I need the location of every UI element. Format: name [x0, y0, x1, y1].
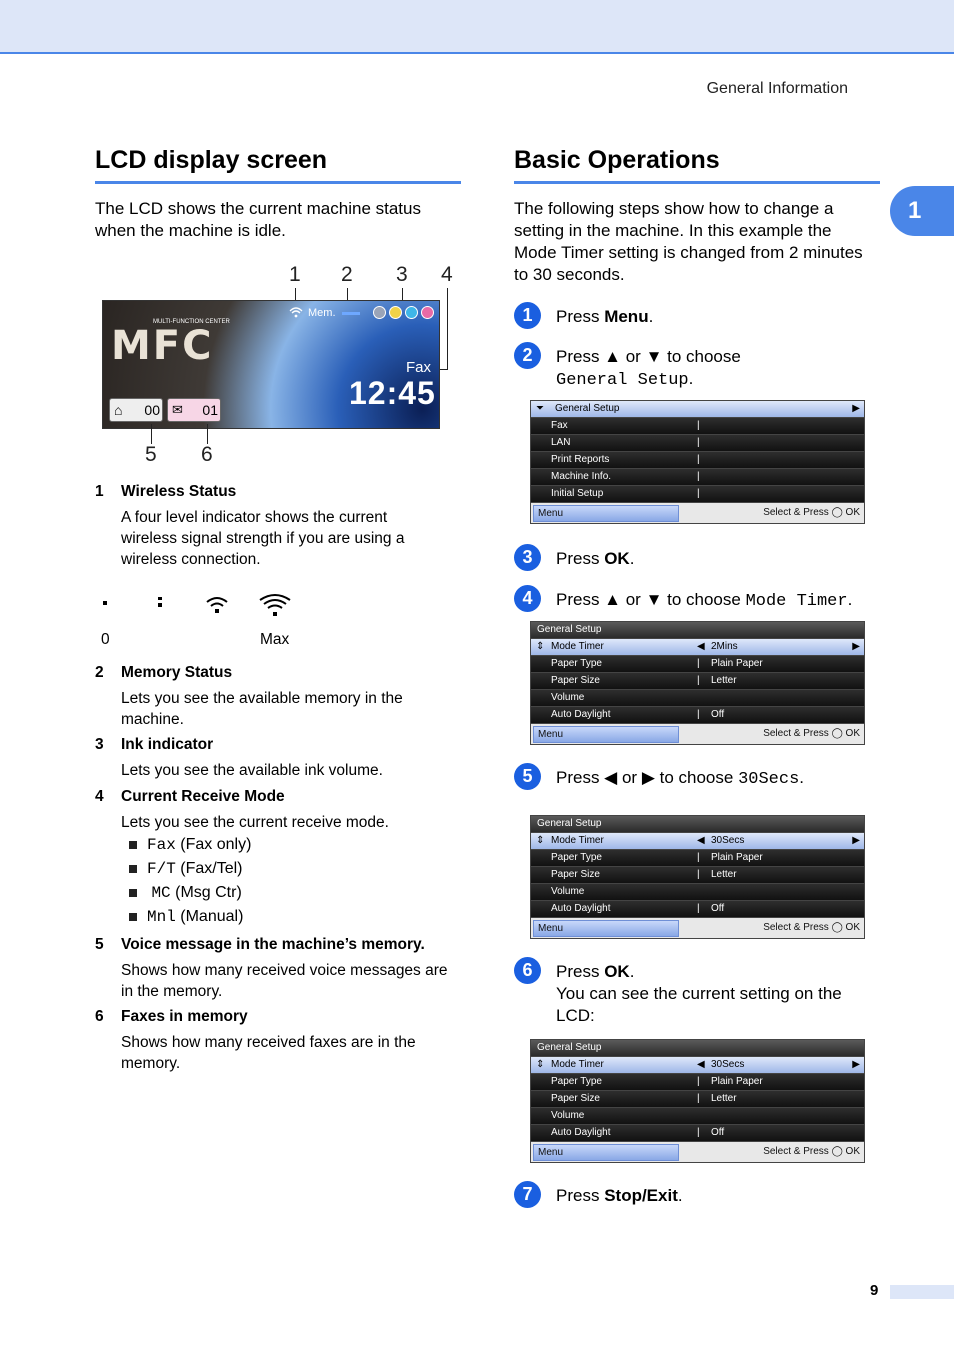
- lcd-section-title: LCD display screen: [95, 146, 328, 174]
- step-7-text: Press Stop/Exit.: [556, 1186, 683, 1205]
- menu-row[interactable]: Auto Daylight | Off: [531, 901, 864, 918]
- page-number: 9: [870, 1282, 879, 1299]
- callout-6: 6: [201, 443, 213, 466]
- signal-strength-scale: [95, 593, 295, 623]
- ink-magenta-icon: [421, 306, 434, 319]
- menu-row[interactable]: Volume: [531, 1108, 864, 1125]
- chevron-right-icon: ▶: [852, 641, 860, 652]
- menu-row[interactable]: Paper Size | Letter: [531, 1091, 864, 1108]
- menu-row[interactable]: Initial Setup |: [531, 486, 864, 503]
- screen-header: General Setup: [531, 816, 864, 833]
- item-title: Current Receive Mode: [121, 788, 285, 805]
- callout-5: 5: [145, 443, 157, 466]
- scroll-down-icon: ⏷: [536, 403, 544, 414]
- item-number: 5: [95, 936, 104, 953]
- fax-machine-icon: ✉: [172, 402, 183, 417]
- step-3-text: Press OK.: [556, 549, 635, 568]
- running-header: General Information: [706, 80, 848, 97]
- menu-row[interactable]: Paper Size | Letter: [531, 867, 864, 884]
- screen-header: General Setup: [531, 622, 864, 639]
- title-rule: [514, 181, 880, 184]
- menu-button[interactable]: Menu: [533, 726, 679, 743]
- callout-line-6: [207, 424, 208, 444]
- clock: 12:45: [349, 375, 436, 411]
- menu-row[interactable]: Paper Size | Letter: [531, 673, 864, 690]
- step-6-text: Press OK. You can see the current setting on the LCD:: [556, 962, 842, 1025]
- title-rule: [95, 181, 461, 184]
- menu-row[interactable]: Print Reports |: [531, 452, 864, 469]
- step-3-icon: 3: [514, 544, 541, 571]
- item-body: Lets you see the available ink volume.: [121, 762, 383, 779]
- chapter-tab: 1: [890, 186, 954, 236]
- step-4-icon: 4: [514, 585, 541, 612]
- mfc-logo: MFC: [111, 323, 214, 369]
- step-2-text: Press ▲ or ▼ to choose General Setup.: [556, 347, 741, 390]
- chevron-right-icon: ▶: [852, 403, 860, 414]
- ink-black-icon: [373, 306, 386, 319]
- item-number: 4: [95, 788, 104, 805]
- ink-yellow-icon: [389, 306, 402, 319]
- general-setup-menu-screen: [530, 400, 865, 524]
- item-body: A four level indicator shows the current wireless signal strength if you are using a wireless connection.: [121, 509, 405, 568]
- menu-button[interactable]: Menu: [533, 920, 679, 937]
- menu-button[interactable]: Menu: [533, 1144, 679, 1161]
- callout-line-4: [447, 288, 448, 370]
- mode-timer-current-screen: [530, 1039, 865, 1163]
- screen-footer: Menu Select & Press ◯ OK: [531, 918, 864, 938]
- chevron-right-icon: ▶: [852, 835, 860, 846]
- mode-list-item: Fax (Fax only): [129, 836, 251, 854]
- step-2-icon: 2: [514, 342, 541, 369]
- menu-row[interactable]: Volume: [531, 884, 864, 901]
- screen-footer: Menu Select & Press ◯ OK: [531, 503, 864, 523]
- menu-row[interactable]: Paper Type | Plain Paper: [531, 850, 864, 867]
- callout-4: 4: [441, 263, 453, 286]
- item-body: Shows how many received faxes are in the memory.: [121, 1034, 416, 1072]
- menu-row[interactable]: Paper Type | Plain Paper: [531, 656, 864, 673]
- mode-list-item: MC (Msg Ctr): [129, 884, 242, 902]
- item-title: Wireless Status: [121, 483, 237, 500]
- menu-row[interactable]: Paper Type | Plain Paper: [531, 1074, 864, 1091]
- item-body: Shows how many received voice messages are in the memory.: [121, 962, 448, 1000]
- lcd-intro: The LCD shows the current machine status when the machine is idle.: [95, 199, 421, 240]
- item-title: Voice message in the machine’s memory.: [121, 936, 425, 953]
- chevron-right-icon: ▶: [852, 1059, 860, 1070]
- step-1-text: Press Menu.: [556, 307, 654, 326]
- item-number: 1: [95, 483, 104, 500]
- signal-level-0-icon: [103, 601, 107, 605]
- menu-row[interactable]: ⇕ Mode Timer ◀ 2Mins ▶: [531, 639, 864, 656]
- screen-header: General Setup: [531, 1040, 864, 1057]
- item-title: Memory Status: [121, 664, 233, 681]
- item-number: 6: [95, 1008, 104, 1025]
- item-number: 2: [95, 664, 104, 681]
- memory-bar: [342, 312, 360, 315]
- mode-list-item: F/T (Fax/Tel): [129, 860, 243, 878]
- step-6-icon: 6: [514, 957, 541, 984]
- mode-timer-2mins-screen: [530, 621, 865, 745]
- signal-min-label: 0: [101, 631, 110, 648]
- menu-row[interactable]: ⇕ Mode Timer ◀ 30Secs ▶: [531, 833, 864, 850]
- menu-row[interactable]: Auto Daylight | Off: [531, 1125, 864, 1142]
- menu-row[interactable]: ⇕ Mode Timer ◀ 30Secs ▶: [531, 1057, 864, 1074]
- ink-cyan-icon: [405, 306, 418, 319]
- signal-level-3-icon: [260, 595, 290, 616]
- mode-list-item: Mnl (Manual): [129, 908, 243, 926]
- screen-header: ⏷ General Setup ▶: [531, 401, 864, 418]
- lcd-subtitle: MULTI-FUNCTION CENTER: [153, 319, 230, 325]
- item-body: Lets you see the available memory in the machine.: [121, 690, 403, 728]
- mode-timer-30secs-screen: [530, 815, 865, 939]
- wireless-icon: [289, 306, 303, 318]
- menu-row[interactable]: LAN |: [531, 435, 864, 452]
- page-footer-bar: [890, 1285, 954, 1299]
- basic-ops-intro: The following steps show how to change a setting in the machine. In this example the Mode Timer setting is changed from 2 minutes to 30 seconds.: [514, 199, 863, 284]
- item-number: 3: [95, 736, 104, 753]
- menu-row[interactable]: Auto Daylight | Off: [531, 707, 864, 724]
- signal-level-2-icon: [207, 598, 227, 613]
- menu-button[interactable]: Menu: [533, 505, 679, 522]
- callout-2: 2: [341, 263, 353, 286]
- callout-1: 1: [289, 263, 301, 286]
- menu-row[interactable]: Machine Info. |: [531, 469, 864, 486]
- item-title: Faxes in memory: [121, 1008, 248, 1025]
- callout-3: 3: [396, 263, 408, 286]
- signal-max-label: Max: [260, 631, 290, 648]
- top-banner: [0, 0, 954, 54]
- basic-ops-title: Basic Operations: [514, 146, 720, 174]
- step-5-icon: 5: [514, 763, 541, 790]
- screen-footer: Menu Select & Press ◯ OK: [531, 1142, 864, 1162]
- step-1-icon: 1: [514, 302, 541, 329]
- screen-footer: Menu Select & Press ◯ OK: [531, 724, 864, 744]
- step-7-icon: 7: [514, 1181, 541, 1208]
- voice-message-count: ⌂ 00: [109, 398, 163, 422]
- item-title: Ink indicator: [121, 736, 214, 753]
- step-5-text: Press ◀ or ▶ to choose 30Secs.: [556, 768, 805, 789]
- menu-row[interactable]: Volume: [531, 690, 864, 707]
- voice-message-icon: ⌂: [114, 402, 123, 418]
- receive-mode: Fax: [406, 359, 432, 376]
- step-4-text: Press ▲ or ▼ to choose Mode Timer.: [556, 590, 853, 611]
- signal-level-1-icon: [158, 597, 162, 607]
- lcd-idle-screen: [102, 300, 440, 429]
- fax-count: ✉ 01: [167, 398, 221, 422]
- item-body: Lets you see the current receive mode.: [121, 814, 389, 831]
- menu-row[interactable]: Fax |: [531, 418, 864, 435]
- callout-line-5: [151, 424, 152, 444]
- memory-label: Mem.: [308, 307, 336, 319]
